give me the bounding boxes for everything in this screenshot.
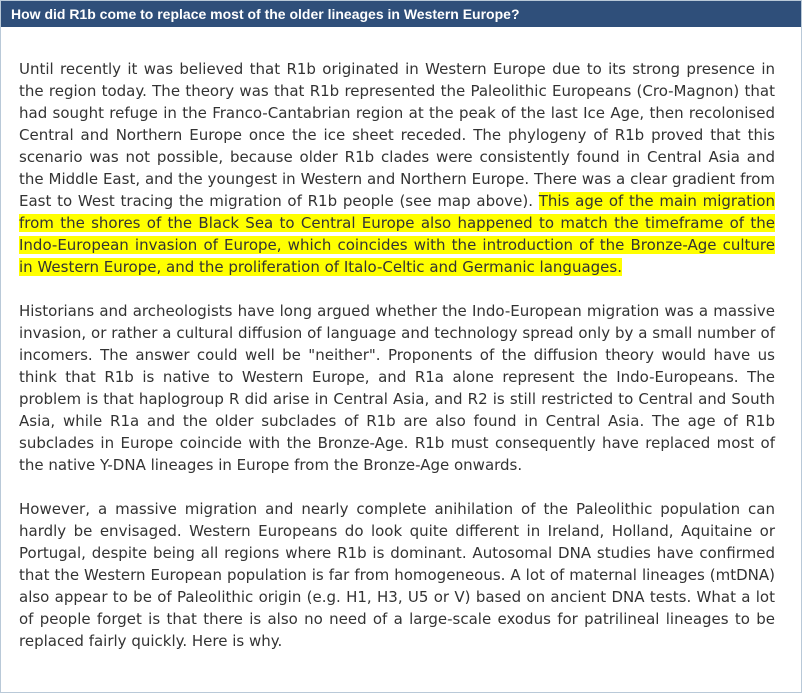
article-body <box>19 58 775 674</box>
paragraph-2-text: Historians and archeologists have long argued whether the Indo-European migration was a massive invasion, or rather a cultural diffusion of language and technology spread only by a small number of incomers. The answer could well be "neither". Proponents of the diffusion theory would have us think that R1b is native to Western Europe, and R1a alone represent the Indo-Europeans. The problem is that haplogroup R did arise in Central Asia, and R2 is still restricted to Central and South Asia, while R1a and the older subclades of R1b are also found in Central Asia. The age of R1b subclades in Europe coincide with the Bronze-Age. R1b must consequently have replaced most of the native Y-DNA lineages in Europe from the Bronze-Age onwards. <box>19 302 775 474</box>
highlighted-passage: This age of the main migration from the shores of the Black Sea to Central Europe also happened to match the timeframe of the Indo-European invasion of Europe, which coincides with the introduction of the Bronze-Age culture in Western Europe, and the proliferation of Italo-Celtic and Germanic languages. <box>19 192 775 276</box>
paragraph-1 <box>19 58 775 278</box>
section-title: How did R1b come to replace most of the older lineages in Western Europe? <box>11 6 520 22</box>
paragraph-3-text: However, a massive migration and nearly complete anihilation of the Paleolithic population can hardly be envisaged. Western Europeans do look quite different in Ireland, Holland, Aquitaine or Portugal, despite being all regions where R1b is dominant. Autosomal DNA studies have confirmed that the Western European population is far from homogeneous. A lot of maternal lineages (mtDNA) also appear to be of Paleolithic origin (e.g. H1, H3, U5 or V) based on ancient DNA tests. What a lot of people forget is that there is also no need of a large-scale exodus for patrilineal lineages to be replaced fairly quickly. Here is why. <box>19 500 775 650</box>
paragraph-1-text: Until recently it was believed that R1b originated in Western Europe due to its strong presence in the region today. The theory was that R1b represented the Paleolithic Europeans (Cro-Magnon) that had sought refuge in the Franco-Cantabrian region at the peak of the last Ice Age, then recolonised Central and Northern Europe once the ice sheet receded. The phylogeny of R1b proved that this scenario was not possible, because older R1b clades were consistently found in Central Asia and the Middle East, and the youngest in Western and Northern Europe. There was a clear gradient from East to West tracing the migration of R1b people (see map above). <box>19 60 775 210</box>
section-header <box>1 1 801 27</box>
paragraph-3 <box>19 498 775 652</box>
paragraph-2 <box>19 300 775 476</box>
